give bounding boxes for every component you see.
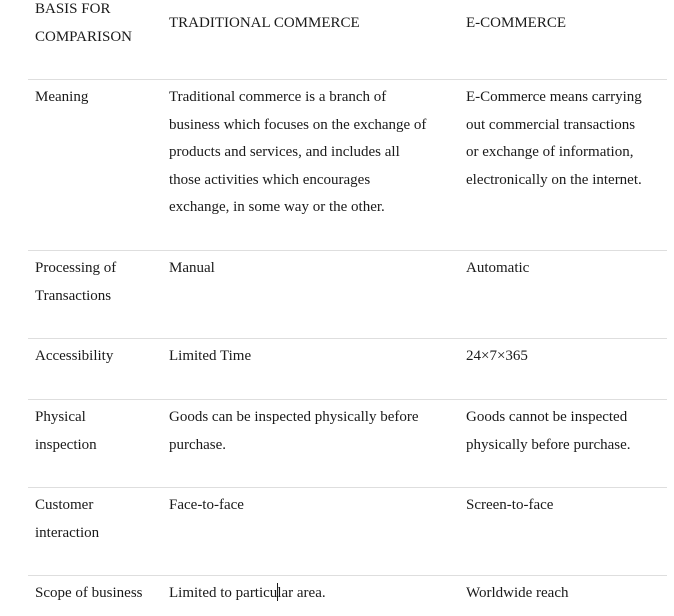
header-basis — [35, 0, 132, 51]
header-ecommerce: E-COMMERCE — [466, 15, 567, 31]
row-ecommerce — [466, 84, 642, 194]
row-traditional — [169, 84, 426, 222]
traditional-line: business which focuses on the exchange of — [169, 116, 427, 133]
basis-line: inspection — [35, 436, 97, 453]
row-traditional — [169, 343, 251, 371]
ecommerce-line: physically before purchase. — [466, 436, 631, 453]
ecommerce-line: 24×7×365 — [466, 348, 528, 364]
traditional-line: Manual — [169, 260, 215, 276]
row-ecommerce — [466, 580, 569, 608]
row-traditional — [169, 492, 244, 520]
ecommerce-line: Worldwide reach — [466, 585, 569, 601]
header-basis-line-2: COMPARISON — [35, 28, 132, 45]
basis-line: Accessibility — [35, 348, 114, 364]
row-basis — [35, 492, 99, 547]
traditional-line: Limited Time — [169, 348, 252, 364]
traditional-line: Face-to-face — [169, 497, 244, 513]
row-basis — [35, 343, 113, 371]
traditional-text-after-caret: lar area. — [277, 585, 326, 601]
row-ecommerce — [466, 255, 529, 283]
row-traditional — [169, 404, 419, 459]
row-ecommerce — [466, 343, 528, 371]
table-row — [28, 339, 667, 400]
row-basis — [35, 84, 88, 112]
traditional-line: exchange, in some way or the other. — [169, 199, 385, 216]
traditional-line: those activities which encourages — [169, 171, 371, 188]
ecommerce-line: electronically on the internet. — [466, 171, 642, 188]
ecommerce-line: E-Commerce means carrying — [466, 89, 642, 105]
table-row — [28, 488, 667, 576]
header-traditional: TRADITIONAL COMMERCE — [169, 15, 360, 31]
basis-line: Processing of — [35, 260, 117, 276]
basis-line: Meaning — [35, 89, 89, 105]
row-traditional[interactable] — [169, 580, 326, 608]
ecommerce-line: Screen-to-face — [466, 497, 554, 513]
basis-line: Transactions — [35, 287, 112, 304]
header-basis-line-1: BASIS FOR — [35, 1, 111, 17]
traditional-line: Goods can be inspected physically before — [169, 409, 419, 425]
table-row — [28, 400, 667, 488]
traditional-line: purchase. — [169, 436, 227, 453]
row-basis — [35, 255, 116, 310]
row-basis — [35, 580, 143, 608]
ecommerce-line: or exchange of information, — [466, 144, 634, 161]
basis-line: interaction — [35, 524, 100, 541]
table-row — [28, 80, 667, 251]
basis-line: Physical — [35, 409, 86, 425]
table-row — [28, 251, 667, 339]
comparison-table — [28, 0, 667, 616]
traditional-line: Traditional commerce is a branch of — [169, 89, 387, 105]
table-row — [28, 576, 667, 616]
basis-line: Scope of business — [35, 585, 143, 601]
traditional-text-before-caret: Limited to particu — [169, 585, 278, 601]
traditional-line: products and services, and includes all — [169, 144, 400, 161]
row-ecommerce — [466, 404, 631, 459]
basis-line: Customer — [35, 497, 94, 513]
ecommerce-line: Goods cannot be inspected — [466, 409, 628, 425]
row-basis — [35, 404, 97, 459]
row-traditional — [169, 255, 215, 283]
table-header-row — [28, 0, 667, 80]
row-ecommerce — [466, 492, 553, 520]
ecommerce-line: Automatic — [466, 260, 530, 276]
ecommerce-line: out commercial transactions — [466, 116, 636, 133]
